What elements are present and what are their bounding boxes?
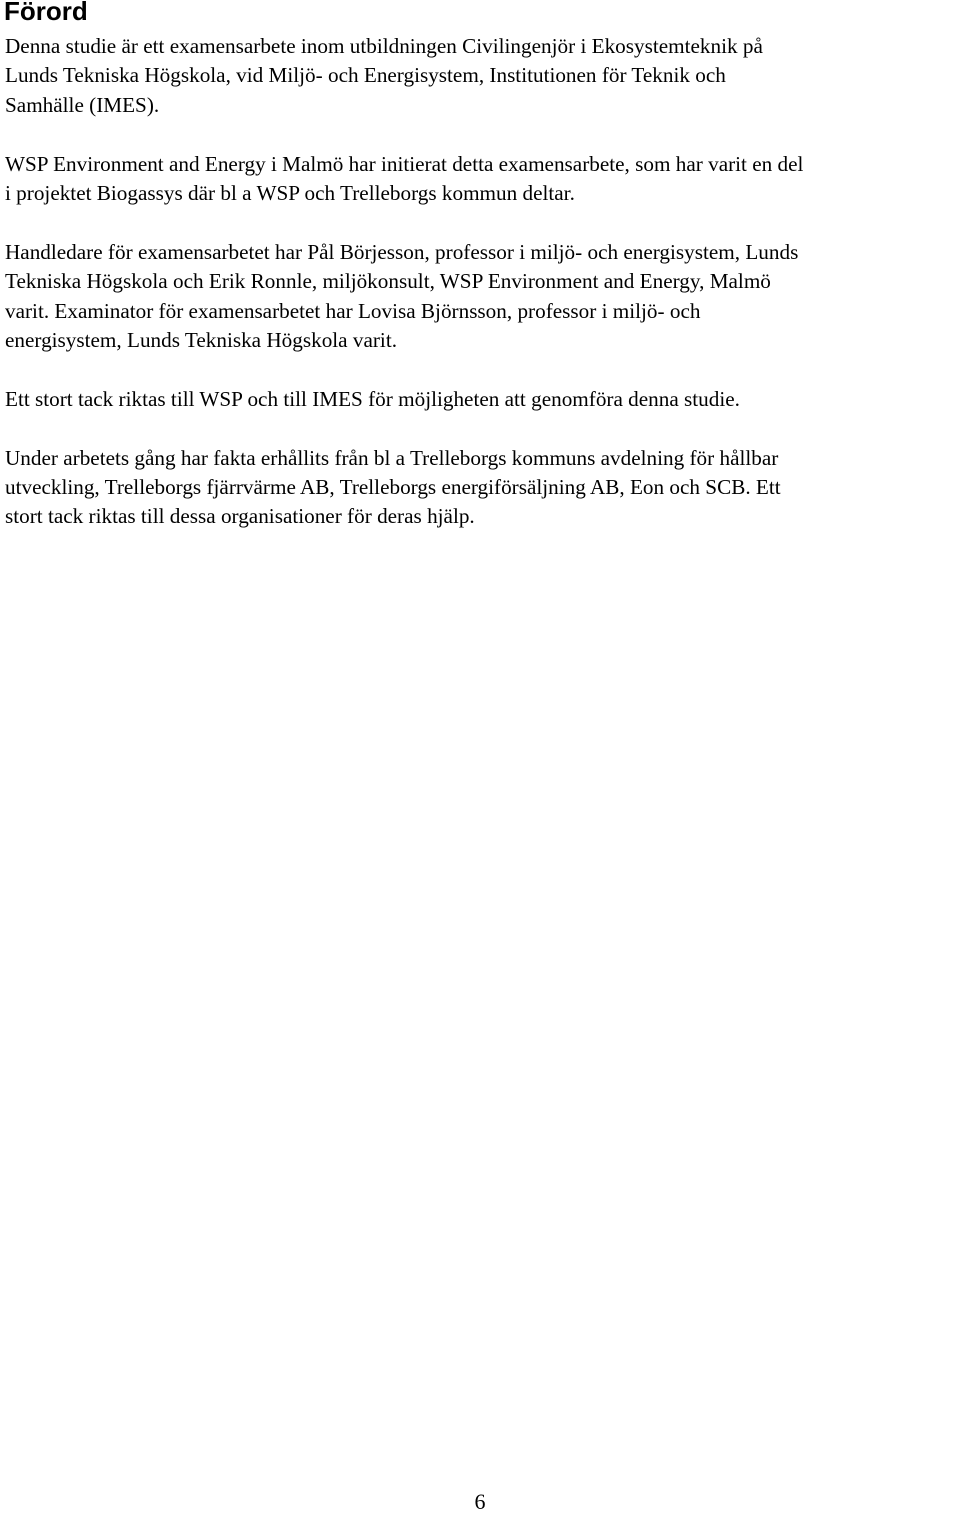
- text-line: Lunds Tekniska Högskola, vid Miljö- och Energisystem, Institutionen för Teknik och: [5, 63, 726, 88]
- text-line: i projektet Biogassys där bl a WSP och Trelleborgs kommun deltar.: [5, 181, 575, 206]
- text-line: stort tack riktas till dessa organisationer för deras hjälp.: [5, 504, 475, 529]
- paragraph-supervisors: [5, 238, 960, 356]
- page-title: Förord: [4, 0, 88, 26]
- text-line: Ett stort tack riktas till WSP och till IMES för möjligheten att genomföra denna studie.: [5, 386, 740, 411]
- text-line: energisystem, Lunds Tekniska Högskola varit.: [5, 328, 397, 353]
- page-number: 6: [474, 1489, 486, 1514]
- paragraph-sources: [5, 444, 960, 532]
- paragraph-initiator: [5, 150, 960, 209]
- text-line: WSP Environment and Energy i Malmö har initierat detta examensarbete, som har varit en del: [5, 151, 804, 176]
- text-line: Samhälle (IMES).: [5, 92, 160, 117]
- text-line: varit. Examinator för examensarbetet har Lovisa Björnsson, professor i miljö- och: [5, 298, 701, 323]
- text-line: Handledare för examensarbetet har Pål Börjesson, professor i miljö- och energisystem, Lunds: [5, 239, 799, 264]
- text-line: Tekniska Högskola och Erik Ronnle, miljökonsult, WSP Environment and Energy, Malmö: [5, 269, 771, 294]
- text-line: Denna studie är ett examensarbete inom utbildningen Civilingenjör i Ekosystemteknik på: [5, 34, 763, 58]
- paragraph-thanks: [5, 385, 960, 414]
- text-line: Under arbetets gång har fakta erhållits från bl a Trelleborgs kommuns avdelning för hållbar: [5, 445, 779, 470]
- paragraph-intro: [5, 32, 960, 120]
- body-text: [5, 32, 960, 561]
- text-line: utveckling, Trelleborgs fjärrvärme AB, Trelleborgs energiförsäljning AB, Eon och SCB. Ett: [5, 475, 781, 500]
